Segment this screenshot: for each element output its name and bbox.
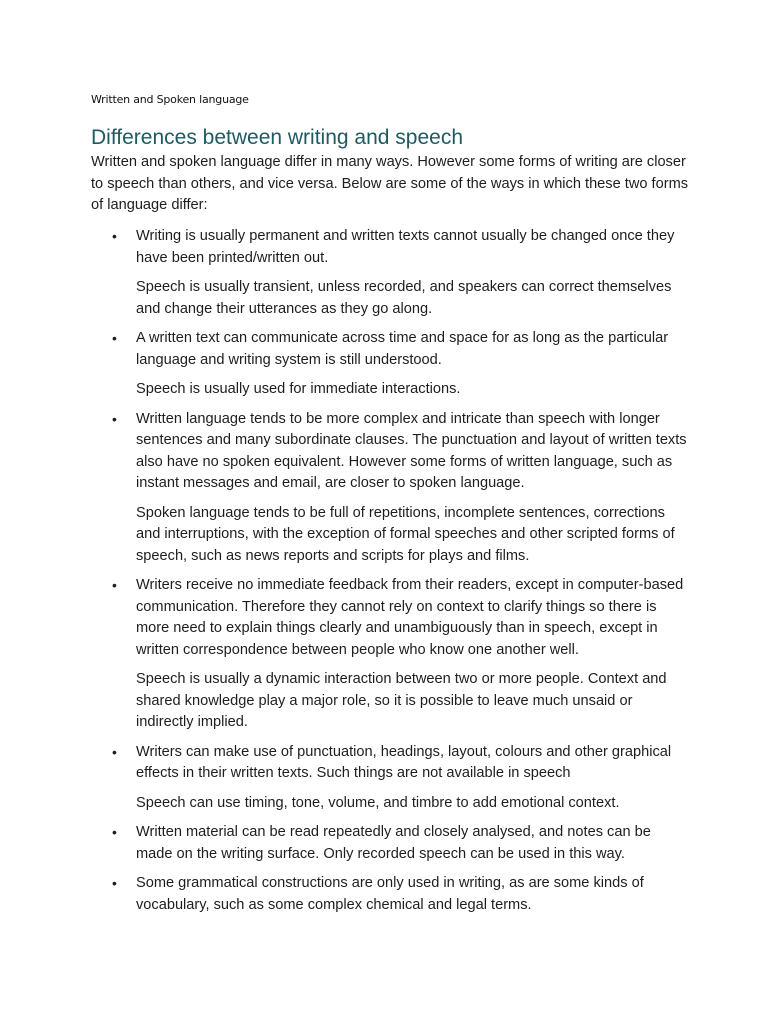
writing-point: Written language tends to be more complex and intricate than speech with longer sentences and many subordinate clauses. The punctuation and layout of written texts also have no spoken equivalent. However some forms of written language, such as instant messages and email, are closer to spoken language. xyxy=(136,410,687,491)
speech-contrast: Speech is usually transient, unless recorded, and speakers can correct themselves and change their utterances as they go along. xyxy=(136,279,672,317)
writing-point: Some grammatical constructions are only used in writing, as are some kinds of vocabulary, such as some complex chemical and legal terms. xyxy=(136,875,644,913)
list-item xyxy=(91,742,691,815)
bullet-icon: • xyxy=(112,330,117,346)
list-item xyxy=(91,409,691,568)
differences-list xyxy=(91,226,691,916)
speech-contrast: Speech can use timing, tone, volume, and timbre to add emotional context. xyxy=(136,794,620,811)
page-title: Differences between writing and speech xyxy=(91,126,464,149)
bullet-icon: • xyxy=(112,410,117,427)
writing-point: A written text can communicate across time and space for as long as the particular language and writing system is still understood. xyxy=(136,330,669,368)
writing-point: Writing is usually permanent and written texts cannot usually be changed once they have been printed/written out. xyxy=(136,228,675,266)
writing-point: Writers receive no immediate feedback from their readers, except in computer-based communication. Therefore they cannot rely on context to clarify things so there is more need to explain things clearly and unambiguously than in speech, except in written correspondence between people who know one another well. xyxy=(136,577,684,658)
writing-point: Written material can be read repeatedly and closely analysed, and notes can be made on the writing surface. Only recorded speech can be used in this way. xyxy=(136,824,651,862)
list-item xyxy=(91,226,691,320)
bullet-icon: • xyxy=(112,228,117,244)
list-item xyxy=(91,328,691,401)
writing-point: Writers can make use of punctuation, headings, layout, colours and other graphical effects in their written texts. Such things are not available in speech xyxy=(136,743,672,781)
speech-contrast: Speech is usually a dynamic interaction between two or more people. Context and shared knowledge play a major role, so it is possible to leave much unsaid or indirectly implied. xyxy=(136,671,667,730)
bullet-icon: • xyxy=(112,875,117,891)
speech-contrast: Speech is usually used for immediate interactions. xyxy=(136,381,461,397)
bullet-icon: • xyxy=(112,577,117,593)
list-item xyxy=(91,822,691,865)
bullet-icon: • xyxy=(112,824,117,840)
document-header: Written and Spoken language xyxy=(91,93,249,106)
intro-paragraph: Written and spoken language differ in many ways. However some forms of writing are closer to speech than others, and vice versa. Below are some of the ways in which these two forms of language differ: xyxy=(91,154,689,213)
list-item xyxy=(91,575,691,734)
speech-contrast: Spoken language tends to be full of repetitions, incomplete sentences, corrections and interruptions, with the exception of formal speeches and other scripted forms of speech, such as news reports and scripts for plays and films. xyxy=(136,504,675,564)
list-item xyxy=(91,873,691,916)
bullet-icon: • xyxy=(112,743,117,760)
